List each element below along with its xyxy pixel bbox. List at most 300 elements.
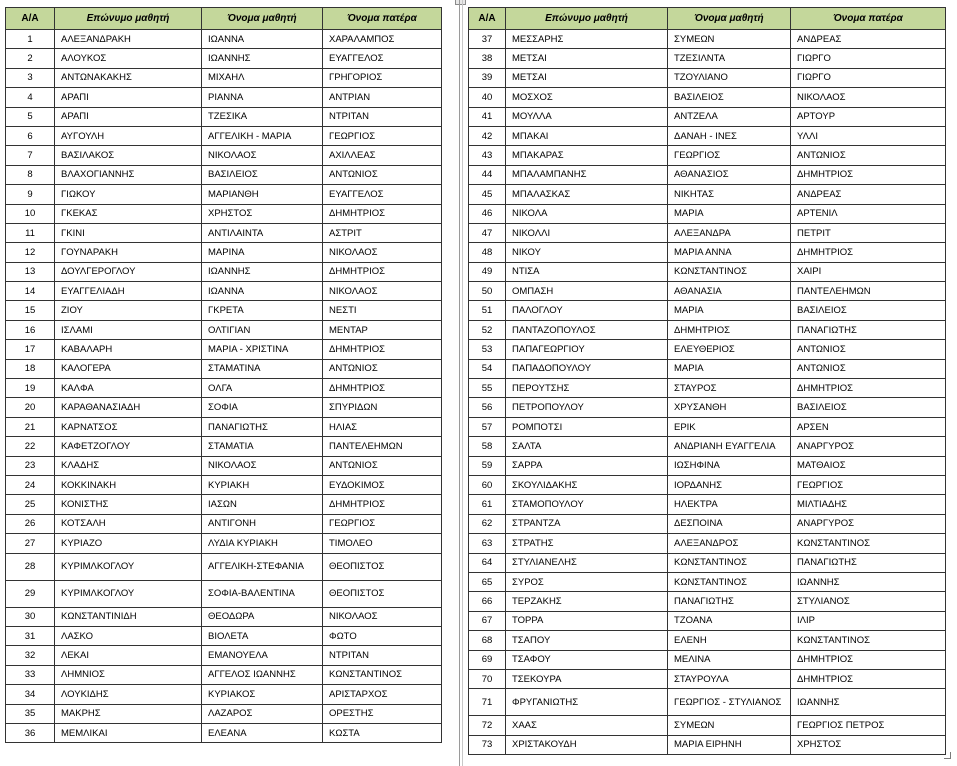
cell-surname: ΛΑΣΚΟ [55,626,202,645]
cell-aa: 63 [469,534,506,553]
cell-aa: 25 [6,495,55,514]
cell-surname: ΤΟΡΡΑ [506,611,668,630]
cell-father: ΣΠΥΡΙΔΩΝ [323,398,442,417]
cell-aa: 12 [6,243,55,262]
cell-surname: ΓΚΕΚΑΣ [55,204,202,223]
column-marker [455,0,466,5]
cell-surname: ΚΑΡΝΑΤΣΟΣ [55,417,202,436]
cell-surname: ΚΟΤΣΑΛΗ [55,514,202,533]
cell-father: ΔΗΜΗΤΡΙΟΣ [323,340,442,359]
table-row [6,359,442,378]
table-row [6,665,442,684]
table-row [6,626,442,645]
cell-father: ΝΙΚΟΛΑΟΣ [323,243,442,262]
cell-surname: ΒΛΑΧΟΓΙΑΝΝΗΣ [55,165,202,184]
cell-name: ΛΥΔΙΑ ΚΥΡΙΑΚΗ [202,534,323,553]
cell-name: ΔΑΝΑΗ - ΙΝΕΣ [668,126,791,145]
cell-name: ΒΑΣΙΛΕΙΟΣ [668,88,791,107]
cell-surname: ΚΛΑΔΗΣ [55,456,202,475]
cell-surname: ΧΡΙΣΤΑΚΟΥΔΗ [506,735,668,754]
cell-surname: ΤΕΡΖΑΚΗΣ [506,592,668,611]
cell-aa: 65 [469,572,506,591]
cell-surname: ΠΕΡΟΥΤΣΗΣ [506,379,668,398]
cell-surname: ΜΟΥΛΛΑ [506,107,668,126]
cell-surname: ΣΤΡΑΝΤΖΑ [506,514,668,533]
table-row [469,417,946,436]
column-divider [459,0,460,766]
cell-aa: 1 [6,30,55,49]
cell-name: ΣΟΦΙΑ-ΒΑΛΕΝΤΙΝΑ [202,580,323,607]
table-row [469,282,946,301]
table-row [6,398,442,417]
cell-surname: ΜΕΤΣΑΙ [506,49,668,68]
cell-father: ΑΝΑΡΓΥΡΟΣ [791,514,946,533]
cell-name: ΑΛΕΞΑΝΔΡΑ [668,223,791,242]
cell-name: ΜΑΡΙΑ [668,204,791,223]
cell-aa: 32 [6,646,55,665]
table-row [469,689,946,716]
cell-father: ΝΕΣΤΙ [323,301,442,320]
cell-aa: 69 [469,650,506,669]
cell-surname: ΝΙΚΟΥ [506,243,668,262]
table-row [6,379,442,398]
cell-father: ΓΙΩΡΓΟ [791,68,946,87]
table-row [6,514,442,533]
table-row [6,301,442,320]
table-row [6,68,442,87]
cell-aa: 27 [6,534,55,553]
cell-name: ΑΝΤΖΕΛΑ [668,107,791,126]
cell-name: ΝΙΚΗΤΑΣ [668,185,791,204]
cell-father: ΗΛΙΑΣ [323,417,442,436]
table-row [469,49,946,68]
cell-aa: 46 [469,204,506,223]
table-row [469,475,946,494]
table-row [6,146,442,165]
cell-name: ΙΩΑΝΝΗΣ [202,49,323,68]
cell-surname: ΧΑΑΣ [506,716,668,735]
cell-father: ΑΡΣΕΝ [791,417,946,436]
cell-aa: 6 [6,126,55,145]
cell-surname: ΤΣΕΚΟΥΡΑ [506,669,668,688]
cell-surname: ΤΣΑΦΟΥ [506,650,668,669]
cell-father: ΑΝΤΩΝΙΟΣ [323,456,442,475]
table-row [469,735,946,754]
cell-surname: ΜΠΑΚΑΡΑΣ [506,146,668,165]
cell-father: ΙΩΑΝΝΗΣ [791,689,946,716]
cell-father: ΓΕΩΡΓΙΟΣ ΠΕΤΡΟΣ [791,716,946,735]
cell-name: ΟΛΤΙΓΙΑΝ [202,320,323,339]
table-row [6,704,442,723]
cell-aa: 38 [469,49,506,68]
cell-name: ΡΙΑΝΝΑ [202,88,323,107]
cell-name: ΚΩΝΣΤΑΝΤΙΝΟΣ [668,262,791,281]
cell-father: ΧΑΙΡΙ [791,262,946,281]
cell-surname: ΓΚΙΝΙ [55,223,202,242]
cell-name: ΠΑΝΑΓΙΩΤΗΣ [202,417,323,436]
table-row [469,340,946,359]
cell-name: ΜΑΡΙΑΝΘΗ [202,185,323,204]
cell-name: ΘΕΟΔΩΡΑ [202,607,323,626]
cell-aa: 50 [469,282,506,301]
cell-father: ΑΝΤΩΝΙΟΣ [323,165,442,184]
cell-father: ΔΗΜΗΤΡΙΟΣ [323,495,442,514]
table-row [6,553,442,580]
cell-surname: ΚΥΡΙΑΖΟ [55,534,202,553]
table-row [469,592,946,611]
cell-aa: 24 [6,475,55,494]
cell-father: ΑΝΤΩΝΙΟΣ [791,146,946,165]
table-row [469,514,946,533]
cell-father: ΔΗΜΗΤΡΙΟΣ [791,650,946,669]
table-row [6,607,442,626]
cell-name: ΓΚΡΕΤΑ [202,301,323,320]
cell-father: ΑΝΤΡΙΑΝ [323,88,442,107]
table-row [469,30,946,49]
cell-name: ΤΖΕΣΙΛΝΤΑ [668,49,791,68]
cell-aa: 48 [469,243,506,262]
cell-surname: ΜΠΑΚΑΙ [506,126,668,145]
cell-name: ΕΜΑΝΟΥΕΛΑ [202,646,323,665]
cell-father: ΙΛΙΡ [791,611,946,630]
table-row [469,553,946,572]
cell-surname: ΚΟΚΚΙΝΑΚΗ [55,475,202,494]
cell-surname: ΣΑΡΡΑ [506,456,668,475]
cell-aa: 13 [6,262,55,281]
cell-father: ΠΑΝΤΕΛΕΗΜΩΝ [323,437,442,456]
cell-father: ΘΕΟΠΙΣΤΟΣ [323,580,442,607]
cell-aa: 54 [469,359,506,378]
cell-name: ΕΛΕΑΝΑ [202,723,323,742]
table-row [6,685,442,704]
cell-surname: ΣΤΥΛΙΑΝΕΛΗΣ [506,553,668,572]
page-corner-mark [944,752,951,759]
students-table-left [5,7,442,743]
cell-aa: 22 [6,437,55,456]
cell-surname: ΜΕΜΛΙΚΑΙ [55,723,202,742]
table-row [469,107,946,126]
cell-aa: 70 [469,669,506,688]
cell-father: ΠΑΝΑΓΙΩΤΗΣ [791,553,946,572]
cell-surname: ΣΑΛΤΑ [506,437,668,456]
cell-aa: 23 [6,456,55,475]
table-row [469,669,946,688]
cell-aa: 35 [6,704,55,723]
table-row [6,126,442,145]
table-row [469,68,946,87]
cell-surname: ΚΥΡΙΜΛΚΟΓΛΟΥ [55,553,202,580]
cell-father: ΔΗΜΗΤΡΙΟΣ [323,204,442,223]
cell-father: ΓΡΗΓΟΡΙΟΣ [323,68,442,87]
table-row [6,646,442,665]
table-row [469,437,946,456]
cell-father: ΜΕΝΤΑΡ [323,320,442,339]
cell-aa: 20 [6,398,55,417]
cell-aa: 51 [469,301,506,320]
cell-name: ΓΕΩΡΓΙΟΣ - ΣΤΥΛΙΑΝΟΣ [668,689,791,716]
cell-surname: ΜΠΑΛΑΜΠΑΝΗΣ [506,165,668,184]
cell-name: ΤΖΟΑΝΑ [668,611,791,630]
cell-name: ΑΛΕΞΑΝΔΡΟΣ [668,534,791,553]
table-row [469,631,946,650]
cell-father: ΤΙΜΟΛΕΟ [323,534,442,553]
cell-name: ΕΡΙΚ [668,417,791,436]
cell-father: ΝΙΚΟΛΑΟΣ [323,607,442,626]
cell-father: ΣΤΥΛΙΑΝΟΣ [791,592,946,611]
cell-aa: 47 [469,223,506,242]
cell-name: ΣΤΑΜΑΤΙΑ [202,437,323,456]
cell-name: ΜΑΡΙΑ ΕΙΡΗΝΗ [668,735,791,754]
header-surname: Επώνυμο μαθητή [55,8,202,30]
table-row [469,301,946,320]
cell-surname: ΠΑΠΑΓΕΩΡΓΙΟΥ [506,340,668,359]
cell-aa: 61 [469,495,506,514]
cell-surname: ΜΕΣΣΑΡΗΣ [506,30,668,49]
cell-aa: 52 [469,320,506,339]
cell-father: ΑΧΙΛΛΕΑΣ [323,146,442,165]
cell-name: ΜΑΡΙΑ - ΧΡΙΣΤΙΝΑ [202,340,323,359]
table-row [6,107,442,126]
cell-surname: ΑΝΤΩΝΑΚΑΚΗΣ [55,68,202,87]
cell-aa: 55 [469,379,506,398]
table-header-row [469,8,946,30]
cell-father: ΑΝΑΡΓΥΡΟΣ [791,437,946,456]
cell-surname: ΝΤΙΣΑ [506,262,668,281]
cell-father: ΟΡΕΣΤΗΣ [323,704,442,723]
cell-father: ΔΗΜΗΤΡΙΟΣ [791,165,946,184]
cell-name: ΑΓΓΕΛΟΣ ΙΩΑΝΝΗΣ [202,665,323,684]
cell-aa: 16 [6,320,55,339]
cell-aa: 58 [469,437,506,456]
table-row [469,146,946,165]
cell-father: ΚΩΣΤΑ [323,723,442,742]
cell-aa: 5 [6,107,55,126]
table-row [6,282,442,301]
cell-surname: ΣΥΡΟΣ [506,572,668,591]
cell-name: ΒΑΣΙΛΕΙΟΣ [202,165,323,184]
cell-surname: ΝΙΚΟΛΑ [506,204,668,223]
header-name: Όνομα μαθητή [202,8,323,30]
cell-surname: ΣΤΑΜΟΠΟΥΛΟΥ [506,495,668,514]
cell-aa: 40 [469,88,506,107]
cell-father: ΑΝΤΩΝΙΟΣ [323,359,442,378]
header-aa: Α/Α [6,8,55,30]
cell-aa: 45 [469,185,506,204]
cell-name: ΤΖΟΥΛΙΑΝΟ [668,68,791,87]
cell-surname: ΚΩΝΣΤΑΝΤΙΝΙΔΗ [55,607,202,626]
table-row [6,88,442,107]
cell-father: ΥΛΛΙ [791,126,946,145]
table-row [6,723,442,742]
header-father: Όνομα πατέρα [791,8,946,30]
cell-father: ΕΥΑΓΓΕΛΟΣ [323,49,442,68]
cell-father: ΑΡΤΕΝΙΛ [791,204,946,223]
table-row [469,650,946,669]
cell-aa: 73 [469,735,506,754]
cell-aa: 60 [469,475,506,494]
table-row [6,495,442,514]
cell-surname: ΛΕΚΑΙ [55,646,202,665]
cell-name: ΣΟΦΙΑ [202,398,323,417]
cell-surname: ΑΛΕΞΑΝΔΡΑΚΗ [55,30,202,49]
cell-aa: 18 [6,359,55,378]
cell-aa: 36 [6,723,55,742]
cell-surname: ΚΑΛΟΓΕΡΑ [55,359,202,378]
cell-father: ΧΑΡΑΛΑΜΠΟΣ [323,30,442,49]
cell-father: ΓΕΩΡΓΙΟΣ [791,475,946,494]
cell-aa: 7 [6,146,55,165]
cell-aa: 62 [469,514,506,533]
cell-name: ΗΛΕΚΤΡΑ [668,495,791,514]
table-row [6,165,442,184]
cell-surname: ΑΡΑΠΙ [55,107,202,126]
cell-aa: 43 [469,146,506,165]
cell-name: ΝΙΚΟΛΑΟΣ [202,456,323,475]
cell-surname: ΖΙΟΥ [55,301,202,320]
table-row [469,320,946,339]
cell-surname: ΜΟΣΧΟΣ [506,88,668,107]
table-row [6,456,442,475]
cell-name: ΑΓΓΕΛΙΚΗ-ΣΤΕΦΑΝΙΑ [202,553,323,580]
cell-father: ΕΥΔΟΚΙΜΟΣ [323,475,442,494]
table-row [469,262,946,281]
cell-surname: ΦΡΥΓΑΝΙΩΤΗΣ [506,689,668,716]
cell-aa: 29 [6,580,55,607]
table-row [6,320,442,339]
table-row [469,379,946,398]
table-row [6,223,442,242]
table-row [469,243,946,262]
table-row [469,495,946,514]
cell-aa: 2 [6,49,55,68]
cell-name: ΛΑΖΑΡΟΣ [202,704,323,723]
cell-aa: 26 [6,514,55,533]
cell-aa: 39 [469,68,506,87]
cell-name: ΚΩΝΣΤΑΝΤΙΝΟΣ [668,553,791,572]
cell-father: ΔΗΜΗΤΡΙΟΣ [791,669,946,688]
cell-surname: ΣΤΡΑΤΗΣ [506,534,668,553]
cell-father: ΝΤΡΙΤΑΝ [323,107,442,126]
table-row [469,611,946,630]
cell-father: ΑΡΙΣΤΑΡΧΟΣ [323,685,442,704]
cell-aa: 10 [6,204,55,223]
cell-name: ΜΑΡΙΑ [668,301,791,320]
cell-name: ΠΑΝΑΓΙΩΤΗΣ [668,592,791,611]
cell-name: ΣΤΑΥΡΟΥΛΑ [668,669,791,688]
cell-surname: ΟΜΠΑΣΗ [506,282,668,301]
cell-surname: ΛΟΥΚΙΔΗΣ [55,685,202,704]
cell-father: ΜΙΛΤΙΑΔΗΣ [791,495,946,514]
cell-aa: 14 [6,282,55,301]
cell-name: ΔΗΜΗΤΡΙΟΣ [668,320,791,339]
cell-name: ΒΙΟΛΕΤΑ [202,626,323,645]
table-row [6,262,442,281]
table-row [469,88,946,107]
cell-name: ΧΡΥΣΑΝΘΗ [668,398,791,417]
table-row [469,456,946,475]
header-name: Όνομα μαθητή [668,8,791,30]
cell-father: ΚΩΝΣΤΑΝΤΙΝΟΣ [791,534,946,553]
table-row [469,185,946,204]
cell-father: ΘΕΟΠΙΣΤΟΣ [323,553,442,580]
cell-name: ΑΘΑΝΑΣΙΑ [668,282,791,301]
cell-aa: 19 [6,379,55,398]
table-row [469,223,946,242]
cell-name: ΜΑΡΙΑ ΑΝΝΑ [668,243,791,262]
cell-name: ΓΕΩΡΓΙΟΣ [668,146,791,165]
cell-father: ΕΥΑΓΓΕΛΟΣ [323,185,442,204]
cell-surname: ΠΑΝΤΑΖΟΠΟΥΛΟΣ [506,320,668,339]
cell-name: ΙΑΣΩΝ [202,495,323,514]
cell-surname: ΚΟΝΙΣΤΗΣ [55,495,202,514]
cell-aa: 68 [469,631,506,650]
cell-aa: 11 [6,223,55,242]
table-row [469,398,946,417]
cell-surname: ΑΛΟΥΚΟΣ [55,49,202,68]
cell-aa: 64 [469,553,506,572]
cell-name: ΜΙΧΑΗΛ [202,68,323,87]
table-header-row [6,8,442,30]
cell-father: ΔΗΜΗΤΡΙΟΣ [791,243,946,262]
cell-surname: ΠΑΠΑΔΟΠΟΥΛΟΥ [506,359,668,378]
cell-father: ΝΙΚΟΛΑΟΣ [323,282,442,301]
cell-aa: 15 [6,301,55,320]
cell-surname: ΜΕΤΣΑΙ [506,68,668,87]
header-surname: Επώνυμο μαθητή [506,8,668,30]
table-row [469,165,946,184]
cell-father: ΑΝΤΩΝΙΟΣ [791,340,946,359]
cell-name: ΣΤΑΜΑΤΙΝΑ [202,359,323,378]
table-row [6,475,442,494]
cell-name: ΣΤΑΥΡΟΣ [668,379,791,398]
column-divider-inner [462,0,463,766]
cell-aa: 9 [6,185,55,204]
table-row [469,359,946,378]
cell-father: ΓΕΩΡΓΙΟΣ [323,126,442,145]
cell-surname: ΕΥΑΓΓΕΛΙΑΔΗ [55,282,202,301]
cell-name: ΔΕΣΠΟΙΝΑ [668,514,791,533]
cell-name: ΑΝΤΙΓΟΝΗ [202,514,323,533]
cell-surname: ΛΗΜΝΙΟΣ [55,665,202,684]
cell-aa: 59 [469,456,506,475]
cell-surname: ΜΠΑΛΑΣΚΑΣ [506,185,668,204]
cell-aa: 72 [469,716,506,735]
cell-surname: ΑΡΑΠΙ [55,88,202,107]
cell-surname: ΚΑΒΑΛΑΡΗ [55,340,202,359]
cell-aa: 3 [6,68,55,87]
cell-surname: ΣΚΟΥΛΙΔΑΚΗΣ [506,475,668,494]
cell-surname: ΑΥΓΟΥΛΗ [55,126,202,145]
cell-father: ΑΝΔΡΕΑΣ [791,185,946,204]
cell-name: ΣΥΜΕΩΝ [668,716,791,735]
cell-name: ΚΥΡΙΑΚΟΣ [202,685,323,704]
cell-aa: 30 [6,607,55,626]
cell-surname: ΚΑΡΑΘΑΝΑΣΙΑΔΗ [55,398,202,417]
header-aa: Α/Α [469,8,506,30]
cell-father: ΝΤΡΙΤΑΝ [323,646,442,665]
cell-aa: 21 [6,417,55,436]
cell-father: ΠΑΝΤΕΛΕΗΜΩΝ [791,282,946,301]
cell-name: ΜΑΡΙΝΑ [202,243,323,262]
cell-name: ΣΥΜΕΩΝ [668,30,791,49]
cell-name: ΙΩΑΝΝΑ [202,30,323,49]
cell-aa: 28 [6,553,55,580]
table-row [469,534,946,553]
table-row [469,716,946,735]
cell-father: ΚΩΝΣΤΑΝΤΙΝΟΣ [323,665,442,684]
cell-aa: 8 [6,165,55,184]
cell-name: ΤΖΕΣΙΚΑ [202,107,323,126]
